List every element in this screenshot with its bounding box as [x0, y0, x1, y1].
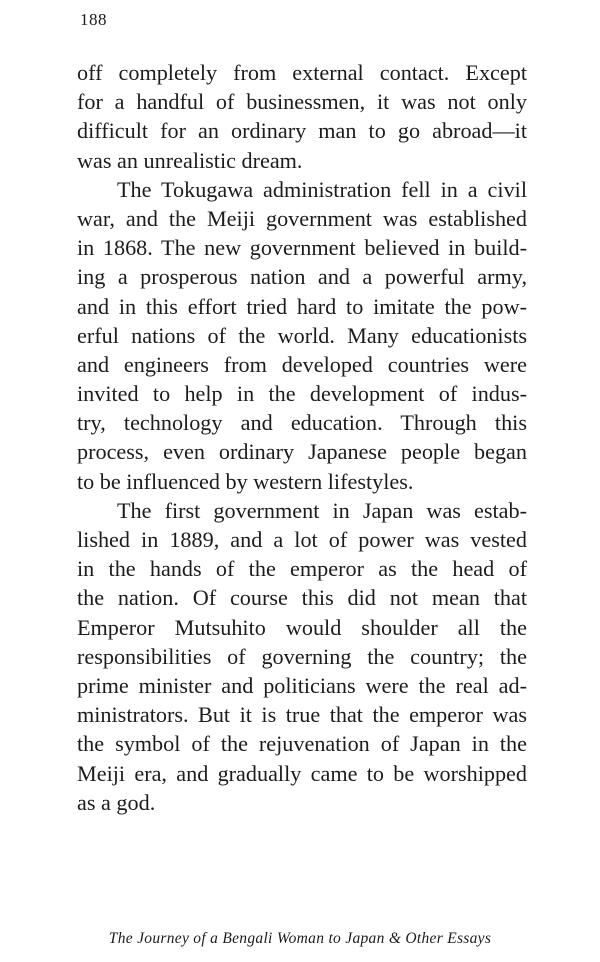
- text-line: for a handful of businessmen, it was not only: [77, 89, 527, 115]
- text-line: Emperor Mutsuhito would shoulder all the: [77, 614, 527, 640]
- text-line: war, and the Meiji government was established: [77, 205, 527, 231]
- text-line: and engineers from developed countries were: [77, 351, 527, 377]
- text-line: in 1868. The new government believed in build-: [77, 235, 527, 261]
- text-line: as a god.: [77, 789, 156, 815]
- text-line: try, technology and education. Through this: [77, 410, 527, 436]
- text-line: erful nations of the world. Many educationists: [77, 322, 527, 348]
- text-line: The Tokugawa administration fell in a civil: [117, 176, 527, 202]
- body-text: [77, 58, 527, 817]
- text-line: ing a prosperous nation and a powerful army,: [77, 264, 527, 290]
- text-line: responsibilities of governing the country; the: [77, 643, 527, 669]
- text-line: lished in 1889, and a lot of power was vested: [77, 527, 527, 552]
- text-line: invited to help in the development of indus-: [77, 381, 527, 407]
- text-line: to be influenced by western lifestyles.: [77, 468, 414, 494]
- text-line: difficult for an ordinary man to go abroad—it: [77, 118, 527, 144]
- text-line: in the hands of the emperor as the head of: [77, 556, 527, 582]
- text-line: and in this effort tried hard to imitate the pow-: [77, 293, 527, 319]
- text-line: prime minister and politicians were the real ad-: [77, 672, 527, 698]
- running-footer: The Journey of a Bengali Woman to Japan & Other Essays: [108, 930, 492, 947]
- text-line: was an unrealistic dream.: [77, 147, 303, 173]
- text-line: The first government in Japan was estab-: [117, 497, 527, 523]
- text-line: Meiji era, and gradually came to be worshipped: [77, 760, 527, 786]
- page-number: 188: [80, 10, 107, 29]
- text-line: ministrators. But it is true that the emperor was: [77, 702, 527, 728]
- text-line: off completely from external contact. Except: [77, 60, 527, 85]
- text-line: the nation. Of course this did not mean that: [77, 585, 527, 611]
- text-line: process, even ordinary Japanese people began: [77, 439, 527, 465]
- text-line: the symbol of the rejuvenation of Japan in the: [77, 731, 527, 757]
